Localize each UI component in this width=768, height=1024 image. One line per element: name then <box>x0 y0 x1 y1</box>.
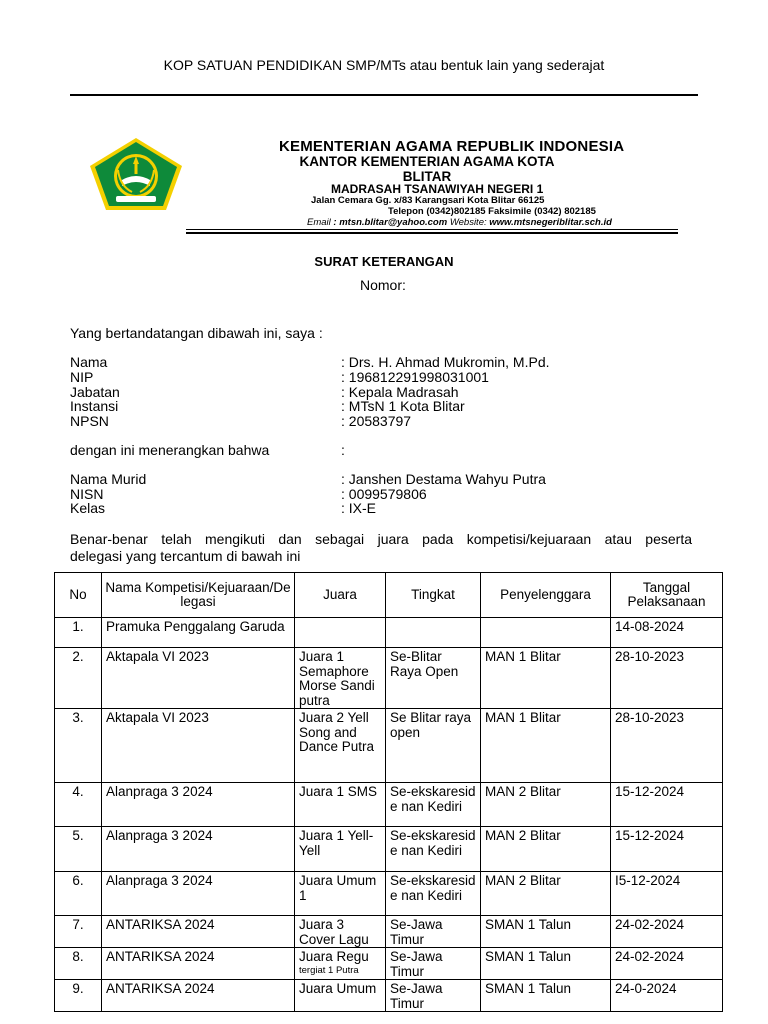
kop-divider <box>70 94 698 96</box>
signer-institution-label: Instansi <box>70 398 119 414</box>
col-header-no: No <box>55 573 102 618</box>
intro-text: Yang bertandatangan dibawah ini, saya : <box>70 325 323 341</box>
col-header-organizer: Penyelenggara <box>481 573 611 618</box>
col-header-level: Tingkat <box>386 573 481 618</box>
statement-colon: : <box>341 442 345 458</box>
signer-name-value: : Drs. H. Ahmad Mukromin, M.Pd. <box>341 354 550 370</box>
table-header-row <box>55 573 723 618</box>
student-class-label: Kelas <box>70 500 106 516</box>
signer-nip-value: : 196812291998031001 <box>341 369 489 385</box>
table-row: 6. Alanpraga 3 2024 Juara Umum 1 Se-ekskareside nan Kediri MAN 2 Blitar I5-12-2024 <box>55 872 723 916</box>
col-header-competition: Nama Kompetisi/Kejuaraan/Delegasi <box>102 573 295 618</box>
table-row: 5. Alanpraga 3 2024 Juara 1 Yell-Yell Se-ekskareside nan Kediri MAN 2 Blitar 15-12-2024 <box>55 827 723 872</box>
document-number: Nomor: <box>360 277 406 293</box>
header-phone: Telepon (0342)802185 Faksimile (0342) 802185 <box>388 206 596 217</box>
table-row: 4. Alanpraga 3 2024 Juara 1 SMS Se-ekskareside nan Kediri MAN 2 Blitar 15-12-2024 <box>55 783 723 827</box>
table-row: 7. ANTARIKSA 2024 Juara 3 Cover Lagu Se-Jawa Timur SMAN 1 Talun 24-02-2024 <box>55 916 723 948</box>
signer-name-label: Nama <box>70 354 108 370</box>
table-row: 8. ANTARIKSA 2024 Juara Regu tergiat 1 Putra Se-Jawa Timur SMAN 1 Talun 24-02-2024 <box>55 948 723 980</box>
student-nisn-label: NISN <box>70 486 104 502</box>
student-name-label: Nama Murid <box>70 471 147 487</box>
signer-position-label: Jabatan <box>70 384 120 400</box>
header-address: Jalan Cemara Gg. x/83 Karangsari Kota Blitar 66125 <box>311 195 545 206</box>
table-row: 3. Aktapala VI 2023 Juara 2 Yell Song and Dance Putra Se Blitar raya open MAN 1 Blitar 28-10-2023 <box>55 709 723 783</box>
website-link[interactable]: www.mtsnegeriblitar.sch.id <box>486 217 612 228</box>
signer-npsn-label: NPSN <box>70 413 109 429</box>
col-header-rank: Juara <box>295 573 386 618</box>
student-class-value: : IX-E <box>341 500 377 516</box>
student-nisn-value: : 0099579806 <box>341 486 427 502</box>
statement-label: dengan ini menerangkan bahwa <box>70 442 270 458</box>
kop-placeholder: KOP SATUAN PENDIDIKAN SMP/MTs atau bentuk lain yang sederajat <box>163 57 605 73</box>
header-divider-thin <box>186 229 678 230</box>
student-name-value: : Janshen Destama Wahyu Putra <box>341 471 546 487</box>
signer-position-value: : Kepala Madrasah <box>341 384 459 400</box>
kemenag-logo-icon <box>88 136 184 212</box>
table-row: 2. Aktapala VI 2023 Juara 1 Semaphore Morse Sandi putra Se-Blitar Raya Open MAN 1 Blitar 28-10-2023 <box>55 648 723 709</box>
header-ministry: KEMENTERIAN AGAMA REPUBLIK INDONESIA <box>279 138 625 155</box>
header-office: KANTOR KEMENTERIAN AGAMA KOTA BLITAR <box>299 154 555 184</box>
document-title: SURAT KETERANGAN <box>314 254 454 269</box>
table-row: 1. Pramuka Penggalang Garuda 14-08-2024 <box>55 618 723 648</box>
statement-paragraph: Benar-benar telah mengikuti dan sebagai juara pada kompetisi/kejuaraan atau peserta delegasi yang tercantum di bawah ini <box>70 531 692 564</box>
header-divider-thick <box>186 232 678 234</box>
table-row: 9. ANTARIKSA 2024 Juara Umum Se-Jawa Timur SMAN 1 Talun 24-0-2024 <box>55 980 723 1012</box>
email-link[interactable]: : mtsn.blitar@yahoo.com <box>330 217 450 228</box>
signer-institution-value: : MTsN 1 Kota Blitar <box>341 398 465 414</box>
header-contact: Email : mtsn.blitar@yahoo.com Website: www.mtsnegeriblitar.sch.id <box>307 217 612 228</box>
col-header-date: Tanggal Pelaksanaan <box>611 573 723 618</box>
achievement-table <box>54 572 723 1012</box>
header-school: MADRASAH TSANAWIYAH NEGERI 1 <box>331 182 544 196</box>
signer-npsn-value: : 20583797 <box>341 413 412 429</box>
signer-nip-label: NIP <box>70 369 94 385</box>
